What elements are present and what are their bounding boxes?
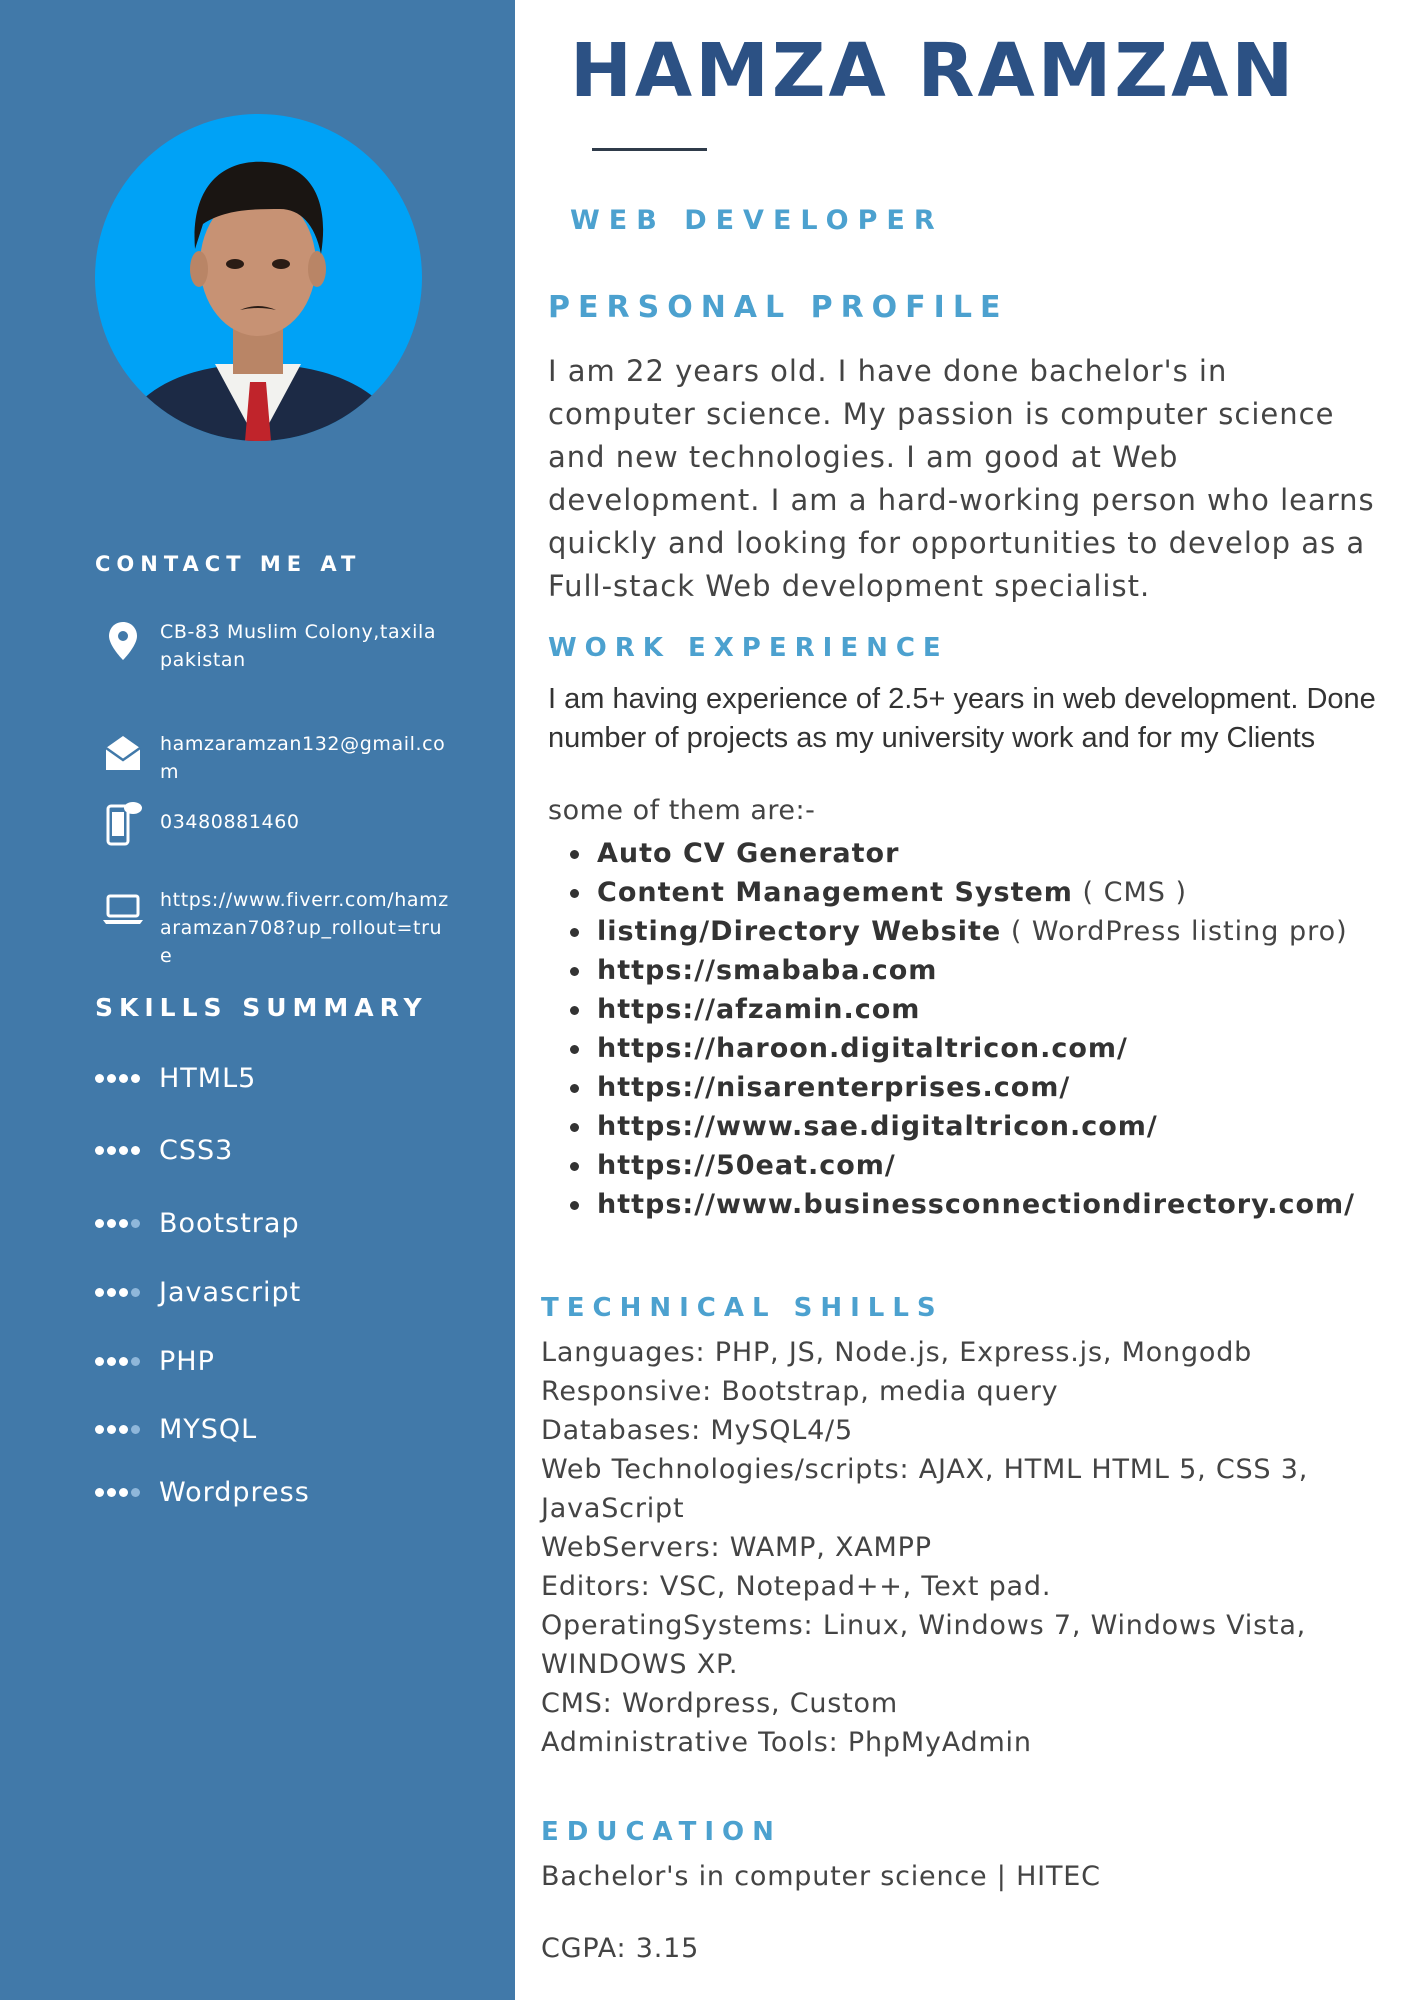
skill-dot xyxy=(119,1074,128,1083)
skill-dot xyxy=(131,1425,140,1434)
work-subtitle: some of them are:- xyxy=(548,795,816,826)
technical-line: Languages: PHP, JS, Node.js, Express.js, Mongodb xyxy=(541,1337,1253,1368)
technical-line: Databases: MySQL4/5 xyxy=(541,1415,853,1446)
work-item-title[interactable]: https://www.businessconnectiondirectory.com/ xyxy=(597,1189,1356,1220)
candidate-name: HAMZA RAMZAN xyxy=(570,28,1297,114)
skill-level-dots xyxy=(95,1288,145,1300)
contact-heading: CONTACT ME AT xyxy=(95,552,362,576)
name-divider xyxy=(592,148,707,151)
phone-text[interactable]: 03480881460 xyxy=(160,811,300,833)
fiverr-link[interactable]: https://www.fiverr.com/hamzaramzan708?up_rollout=true xyxy=(160,889,449,967)
technical-line: Administrative Tools: PhpMyAdmin xyxy=(541,1727,1032,1758)
email-text[interactable]: hamzaramzan132@gmail.com xyxy=(160,733,446,783)
technical-line: OperatingSystems: Linux, Windows 7, Windows Vista, WINDOWS XP. xyxy=(541,1610,1307,1680)
skill-dot xyxy=(119,1357,128,1366)
education-cgpa: CGPA: 3.15 xyxy=(541,1933,700,1964)
skill-dot xyxy=(107,1219,116,1228)
skill-label: PHP xyxy=(159,1346,215,1377)
work-item xyxy=(570,834,1355,873)
skill-dot xyxy=(107,1074,116,1083)
skill-level-dots xyxy=(95,1074,145,1086)
technical-line: Editors: VSC, Notepad++, Text pad. xyxy=(541,1571,1052,1602)
profile-text: I am 22 years old. I have done bachelor's in computer science. My passion is computer science and new technologies. I am good at Web development. I am a hard-working person who learns quickly and looking for opportunities to develop as a Full-stack Web development specialist. xyxy=(548,354,1375,603)
work-item-title[interactable]: https://nisarenterprises.com/ xyxy=(597,1072,1071,1103)
work-heading: WORK EXPERIENCE xyxy=(548,633,949,663)
skill-level-dots xyxy=(95,1425,145,1437)
skill-dot xyxy=(107,1288,116,1297)
work-item-title: Auto CV Generator xyxy=(597,838,900,869)
skills-heading: SKILLS SUMMARY xyxy=(95,993,428,1022)
skill-level-dots xyxy=(95,1488,145,1500)
technical-line: CMS: Wordpress, Custom xyxy=(541,1688,898,1719)
skill-dot xyxy=(131,1146,140,1155)
skill-dot xyxy=(107,1425,116,1434)
work-item-title[interactable]: https://www.sae.digitaltricon.com/ xyxy=(597,1111,1158,1142)
work-item xyxy=(570,1185,1355,1224)
skill-label: Wordpress xyxy=(159,1477,310,1508)
address-text: CB-83 Muslim Colony,taxila pakistan xyxy=(160,621,437,671)
skill-label: CSS3 xyxy=(159,1135,234,1166)
phone-icon xyxy=(100,800,146,846)
work-item-title: Content Management System xyxy=(597,877,1073,908)
profile-heading: PERSONAL PROFILE xyxy=(548,290,1009,325)
skill-level-dots xyxy=(95,1357,145,1369)
work-item xyxy=(570,1146,1355,1185)
skill-level-dots xyxy=(95,1146,145,1158)
skill-label: MYSQL xyxy=(159,1414,258,1445)
skill-dot xyxy=(131,1288,140,1297)
skill-level-dots xyxy=(95,1219,145,1231)
work-item xyxy=(570,990,1355,1029)
work-item-title: listing/Directory Website xyxy=(597,916,1002,947)
skill-dot xyxy=(95,1488,104,1497)
job-title: WEB DEVELOPER xyxy=(570,205,944,236)
contact-phone xyxy=(100,800,445,850)
contact-address xyxy=(100,618,445,678)
envelope-icon xyxy=(100,730,146,776)
work-item-title[interactable]: https://haroon.digitaltricon.com/ xyxy=(597,1033,1128,1064)
technical-line: Web Technologies/scripts: AJAX, HTML HTML 5, CSS 3, JavaScript xyxy=(541,1454,1309,1524)
work-item-note: ( WordPress listing pro) xyxy=(1001,916,1348,947)
education-degree: Bachelor's in computer science | HITEC xyxy=(541,1861,1101,1892)
sidebar xyxy=(0,0,515,2000)
skill-dot xyxy=(95,1425,104,1434)
work-item xyxy=(570,873,1355,912)
technical-list xyxy=(541,1333,1391,1762)
work-item xyxy=(570,912,1355,951)
skill-dot xyxy=(95,1074,104,1083)
skill-dot xyxy=(119,1488,128,1497)
work-item-note: ( CMS ) xyxy=(1072,877,1188,908)
skill-dot xyxy=(119,1219,128,1228)
work-item xyxy=(570,1068,1355,1107)
work-item-title[interactable]: https://afzamin.com xyxy=(597,994,921,1025)
technical-line: Responsive: Bootstrap, media query xyxy=(541,1376,1059,1407)
skill-dot xyxy=(131,1219,140,1228)
work-item xyxy=(570,1107,1355,1146)
work-item-title[interactable]: https://50eat.com/ xyxy=(597,1150,896,1181)
technical-line: WebServers: WAMP, XAMPP xyxy=(541,1532,932,1563)
work-list xyxy=(570,834,1355,1224)
skill-dot xyxy=(119,1425,128,1434)
skill-label: HTML5 xyxy=(159,1063,257,1094)
work-item xyxy=(570,1029,1355,1068)
education-heading: EDUCATION xyxy=(541,1817,782,1847)
skill-dot xyxy=(107,1357,116,1366)
skill-dot xyxy=(131,1357,140,1366)
contact-fiverr xyxy=(100,886,449,976)
skill-label: Bootstrap xyxy=(159,1208,300,1239)
laptop-icon xyxy=(100,886,146,932)
technical-heading: TECHNICAL SHILLS xyxy=(541,1293,944,1323)
contact-email xyxy=(100,730,446,783)
skill-dot xyxy=(131,1074,140,1083)
profile-photo xyxy=(95,114,422,441)
skill-dot xyxy=(95,1357,104,1366)
skill-dot xyxy=(131,1488,140,1497)
skill-dot xyxy=(95,1146,104,1155)
skill-dot xyxy=(95,1288,104,1297)
location-pin-icon xyxy=(100,618,146,664)
skill-dot xyxy=(107,1146,116,1155)
skill-dot xyxy=(107,1488,116,1497)
skill-dot xyxy=(119,1288,128,1297)
work-item-title[interactable]: https://smababa.com xyxy=(597,955,938,986)
skill-dot xyxy=(95,1219,104,1228)
work-item xyxy=(570,951,1355,990)
skill-dot xyxy=(119,1146,128,1155)
skill-label: Javascript xyxy=(159,1277,302,1308)
work-text: I am having experience of 2.5+ years in web development. Done number of projects as my university work and for my Clients xyxy=(548,683,1376,754)
person-illustration xyxy=(95,114,422,441)
